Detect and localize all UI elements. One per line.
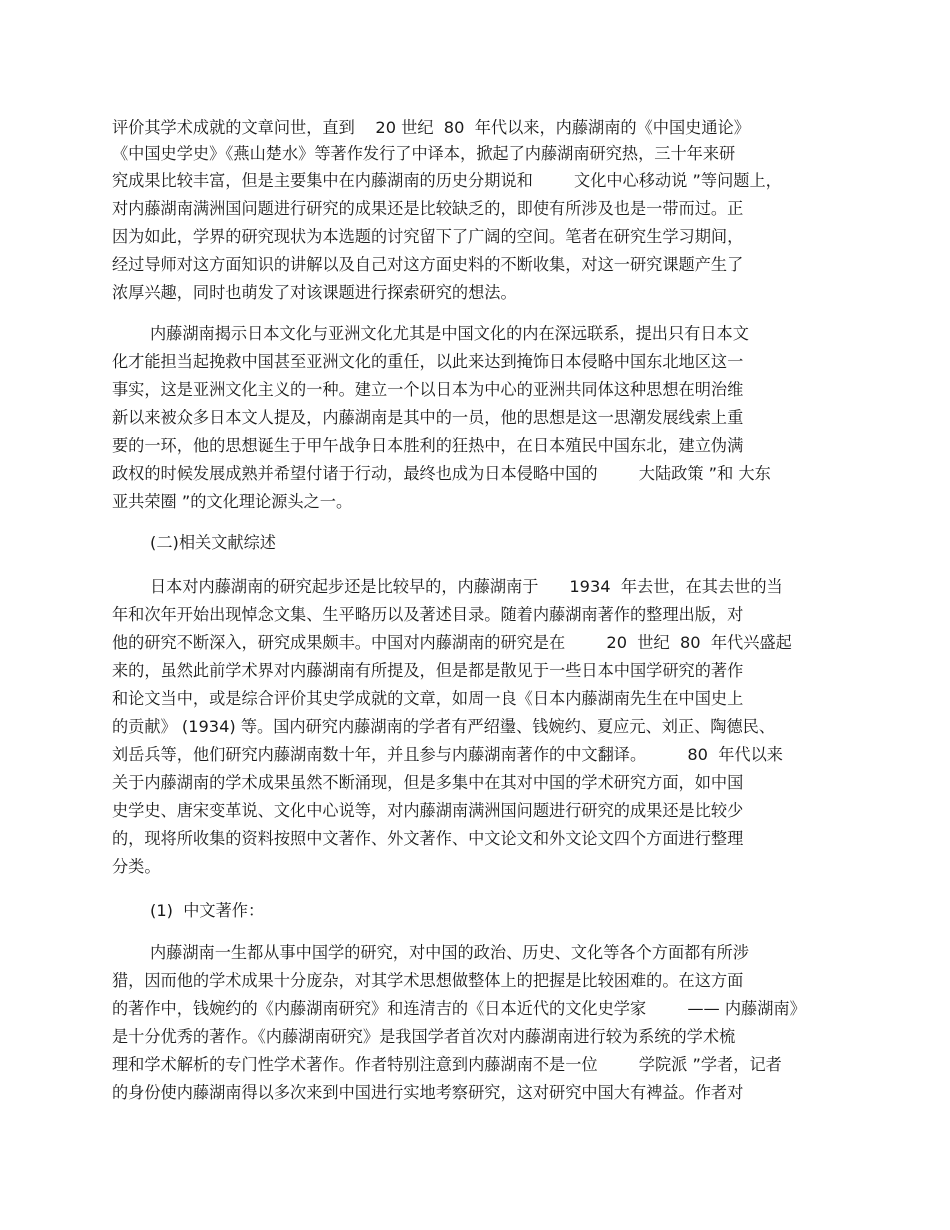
text-line: 理和学术解析的专门性学术著作。作者特别注意到内藤湖南不是一位 学院派 ”学者，记者 [112, 1055, 782, 1074]
text-line: 因为如此，学界的研究现状为本选题的讨究留下了广阔的空间。笔者在研究生学习期间， [112, 227, 744, 246]
text-line: 经过导师对这方面知识的讲解以及自己对这方面史料的不断收集，对这一研究课题产生了 [112, 255, 744, 274]
text-line: 日本对内藤湖南的研究起步还是比较早的，内藤湖南于 1934 年去世，在其去世的当 [150, 577, 783, 596]
text-line: 的，现将所收集的资料按照中文著作、外文著作、中文论文和外文论文四个方面进行整理 [112, 829, 744, 848]
text-line: 事实，这是亚洲文化主义的一种。建立一个以日本为中心的亚洲共同体这种思想在明治维 [112, 380, 744, 399]
text-line: 是十分优秀的著作。《内藤湖南研究》是我国学者首次对内藤湖南进行较为系统的学术梳 [112, 1027, 736, 1046]
text-line: 他的研究不断深入，研究成果颇丰。中国对内藤湖南的研究是在 20 世纪 80 年代兴盛起 [112, 633, 792, 652]
text-line: 的身份使内藤湖南得以多次来到中国进行实地考察研究，这对研究中国大有裨益。作者对 [112, 1083, 744, 1102]
text-line: 史学史、唐宋变革说、文化中心说等，对内藤湖南满洲国问题进行研究的成果还是比较少 [112, 801, 744, 820]
text-line: 分类。 [112, 857, 161, 876]
text-line: 关于内藤湖南的学术成果虽然不断涌现，但是多集中在其对中国的学术研究方面，如中国 [112, 773, 744, 792]
text-line: 浓厚兴趣，同时也萌发了对该课题进行探索研究的想法。 [112, 283, 517, 302]
text-line: 内藤湖南揭示日本文化与亚洲文化尤其是中国文化的内在深远联系，提出只有日本文 [150, 324, 749, 343]
text-line: 《中国史学史》《燕山楚水》等著作发行了中译本，掀起了内藤湖南研究热，三十年来研 [112, 144, 736, 163]
section-heading: (二)相关文献综述 [150, 533, 276, 552]
text-line: 年和次年开始出现悼念文集、生平略历以及著述目录。随着内藤湖南著作的整理出版，对 [112, 605, 744, 624]
text-line: 化才能担当起挽救中国甚至亚洲文化的重任，以此来达到掩饰日本侵略中国东北地区这一 [112, 352, 744, 371]
text-line: 新以来被众多日本文人提及，内藤湖南是其中的一员，他的思想是这一思潮发展线索上重 [112, 408, 744, 427]
text-line: 的贡献》 (1934) 等。国内研究内藤湖南的学者有严绍璗、钱婉约、夏应元、刘正、陶德民、 [112, 717, 776, 736]
text-line: 内藤湖南一生都从事中国学的研究，对中国的政治、历史、文化等各个方面都有所涉 [150, 943, 749, 962]
text-line: 来的，虽然此前学术界对内藤湖南有所提及，但是都是散见于一些日本中国学研究的著作 [112, 661, 744, 680]
subsection-heading: (1) 中文著作： [150, 901, 265, 920]
text-line: 对内藤湖南满洲国问题进行研究的成果还是比较缺乏的，即使有所涉及也是一带而过。正 [112, 199, 744, 218]
text-line: 和论文当中，或是综合评价其史学成就的文章，如周一良《日本内藤湖南先生在中国史上 [112, 689, 744, 708]
text-line: 猎，因而他的学术成果十分庞杂，对其学术思想做整体上的把握是比较困难的。在这方面 [112, 971, 744, 990]
text-line: 刘岳兵等，他们研究内藤湖南数十年，并且参与内藤湖南著作的中文翻译。 80 年代以来 [112, 745, 783, 764]
text-line: 政权的时候发展成熟并希望付诸于行动，最终也成为日本侵略中国的 大陆政策 ”和 大东 [112, 464, 771, 483]
text-line: 的著作中，钱婉约的《内藤湖南研究》和连清吉的《日本近代的文化史学家 —— 内藤湖南》 [112, 999, 806, 1018]
text-line: 究成果比较丰富，但是主要集中在内藤湖南的历史分期说和 文化中心移动说 ”等问题上， [112, 171, 782, 190]
text-line: 亚共荣圈 ”的文化理论源头之一。 [112, 492, 353, 511]
text-line: 评价其学术成就的文章问世，直到 20 世纪 80 年代以来，内藤湖南的《中国史通论》 [112, 118, 750, 137]
text-line: 要的一环，他的思想诞生于甲午战争日本胜利的狂热中，在日本殖民中国东北，建立伪满 [112, 436, 744, 455]
